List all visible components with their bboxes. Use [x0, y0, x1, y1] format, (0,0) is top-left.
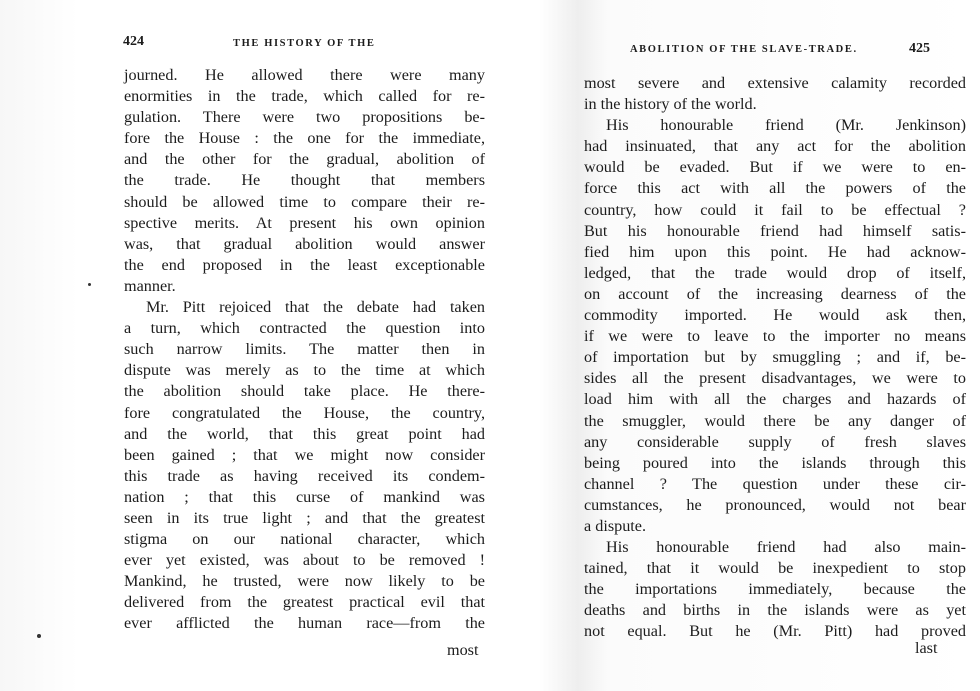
- text-line: spective merits. At present his own opinion: [124, 213, 485, 232]
- text-line: tained, that it would be inexpedient to stop: [584, 559, 966, 578]
- text-line: channel ? The question under these cir-: [584, 474, 966, 493]
- body-text: [584, 73, 966, 643]
- page-number: 425: [909, 41, 930, 56]
- text-line: in the history of the world.: [584, 95, 757, 114]
- text-line: of importation but by smuggling ; and if, be-: [584, 348, 966, 367]
- running-head: ABOLITION OF THE SLAVE-TRADE.: [630, 44, 858, 55]
- text-line: sides all the present disadvantages, we were to: [584, 369, 966, 388]
- text-line: and the world, that this great point had: [124, 424, 485, 443]
- text-line: should be allowed time to compare their re-: [124, 192, 485, 211]
- text-line: nation ; that this curse of mankind was: [124, 487, 485, 506]
- text-line: ledged, that the trade would drop of itself,: [584, 263, 966, 282]
- ink-speck: [88, 283, 91, 286]
- text-line: gulation. There were two propositions be-: [124, 108, 485, 127]
- ink-speck: [37, 634, 41, 638]
- text-line: would be evaded. But if we were to en-: [584, 158, 966, 177]
- catchword: most: [447, 641, 479, 659]
- body-text: [124, 65, 485, 635]
- text-line: was, that gradual abolition would answer: [124, 234, 485, 253]
- right-page: [560, 0, 980, 691]
- text-line: Mankind, he trusted, were now likely to be: [124, 572, 485, 591]
- text-line: fied him upon this point. He had acknow-: [584, 242, 966, 261]
- text-line: force this act with all the powers of the: [584, 179, 966, 198]
- text-line: stigma on our national character, which: [124, 530, 485, 549]
- text-line: journed. He allowed there were many: [124, 66, 485, 84]
- text-line: had insinuated, that any act for the abolition: [584, 137, 966, 156]
- text-line: most severe and extensive calamity recorded: [584, 74, 966, 92]
- text-line: manner.: [124, 276, 176, 295]
- text-line: Mr. Pitt rejoiced that the debate had taken: [146, 298, 485, 317]
- text-line: seen in its true light ; and that the greatest: [124, 508, 485, 527]
- text-line: not equal. But he (Mr. Pitt) had proved: [584, 622, 966, 641]
- text-line: delivered from the greatest practical evil that: [124, 593, 485, 612]
- page-number: 424: [123, 34, 144, 49]
- text-line: load him with all the charges and hazards of: [584, 390, 966, 409]
- text-line: dispute was merely as to the time at which: [124, 361, 485, 380]
- text-line: such narrow limits. The matter then in: [124, 340, 485, 359]
- text-line: the importations immediately, because the: [584, 580, 966, 599]
- text-line: a turn, which contracted the question into: [124, 319, 485, 338]
- text-line: and the other for the gradual, abolition of: [124, 150, 485, 169]
- text-line: on account of the increasing dearness of the: [584, 284, 966, 303]
- text-line: ever afflicted the human race—from the: [124, 614, 485, 633]
- running-head: THE HISTORY OF THE: [233, 38, 376, 49]
- catchword: last: [915, 639, 938, 657]
- text-line: the end proposed in the least exceptionable: [124, 255, 485, 274]
- text-line: been gained ; that we might now consider: [124, 445, 485, 464]
- text-line: the smuggler, would there be any danger of: [584, 411, 966, 430]
- text-line: But his honourable friend had himself satis-: [584, 221, 966, 240]
- text-line: ever yet existed, was about to be removed !: [124, 551, 485, 570]
- text-line: His honourable friend (Mr. Jenkinson): [606, 116, 966, 135]
- text-line: His honourable friend had also main-: [606, 538, 966, 557]
- text-line: deaths and births in the islands were as yet: [584, 601, 966, 620]
- text-line: being poured into the islands through this: [584, 453, 966, 472]
- text-line: this trade as having received its condem-: [124, 466, 485, 485]
- text-line: fore the House : the one for the immediate,: [124, 129, 485, 148]
- text-line: fore congratulated the House, the country,: [124, 403, 485, 422]
- text-line: a dispute.: [584, 516, 647, 535]
- text-line: commodity imported. He would ask then,: [584, 306, 966, 325]
- text-line: any considerable supply of fresh slaves: [584, 432, 966, 451]
- text-line: country, how could it fail to be effectual ?: [584, 200, 966, 219]
- text-line: the abolition should take place. He there-: [124, 382, 485, 401]
- text-line: enormities in the trade, which called for re-: [124, 87, 485, 106]
- text-line: if we were to leave to the importer no means: [584, 327, 966, 346]
- text-line: the trade. He thought that members: [124, 171, 485, 190]
- text-line: cumstances, he pronounced, would not bear: [584, 495, 966, 514]
